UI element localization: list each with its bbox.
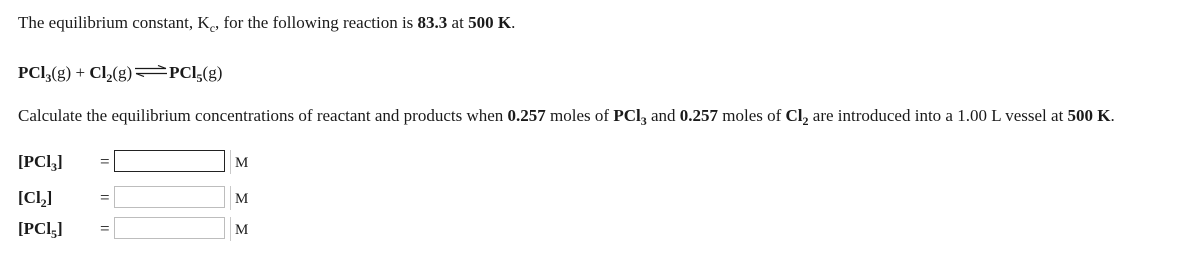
equilibrium-constant-value: 83.3 [417, 13, 448, 32]
problem-question [18, 105, 1115, 127]
answer-label-pcl5-subscript: 5 [51, 227, 58, 241]
answer-label-cl2-bracket: ] [46, 188, 53, 207]
pcl5-concentration-input[interactable] [114, 217, 225, 239]
pcl3-concentration-input[interactable] [114, 150, 225, 172]
answer-label-pcl5-bracket: ] [57, 219, 63, 238]
product-1-phase: (g) [202, 63, 223, 82]
question-temperature: 500 K [1067, 106, 1111, 125]
reactant-1 [18, 63, 52, 85]
question-species-2 [785, 106, 809, 128]
answer-label-pcl5-base: [PCl [18, 219, 52, 238]
question-text-6: . [1110, 106, 1115, 125]
answer-label-pcl5 [18, 217, 63, 241]
answer-label-pcl3-base: [PCl [18, 152, 52, 171]
pcl5-unit: M [230, 217, 254, 241]
equals-sign-cl2: = [100, 188, 110, 207]
reactant-1-formula: PCl [18, 63, 46, 82]
question-species-1-formula: PCl [613, 106, 641, 125]
equals-sign-pcl5: = [100, 219, 110, 238]
reactant-2-phase: (g) [112, 63, 133, 82]
equals-sign-pcl3: = [100, 152, 110, 171]
question-text-1: Calculate the equilibrium concentrations of reactant and products when [18, 106, 504, 125]
question-species-2-subscript: 2 [802, 114, 809, 128]
question-species-1 [613, 106, 647, 128]
question-text-5: are introduced into a 1.00 L vessel at [812, 106, 1064, 125]
answer-label-pcl3-bracket: ] [57, 152, 63, 171]
answer-label-pcl3 [18, 150, 63, 174]
reactant-1-phase: (g) + [51, 63, 86, 82]
cl2-unit: M [230, 186, 254, 210]
product-1 [169, 63, 203, 85]
intro-text-1: The equilibrium constant, K [18, 13, 210, 32]
answer-label-cl2-subscript: 2 [40, 196, 47, 210]
reactant-2 [89, 63, 113, 85]
product-1-formula: PCl [169, 63, 197, 82]
question-text-3: and [650, 106, 676, 125]
reaction-equation [18, 61, 222, 84]
question-text-4: moles of [722, 106, 782, 125]
kc-subscript: c [209, 21, 216, 35]
intro-text-4: . [511, 13, 516, 32]
answer-label-cl2 [18, 186, 52, 210]
question-amount-1: 0.257 [507, 106, 546, 125]
intro-text-2: , for the following reaction is [215, 13, 414, 32]
pcl3-unit: M [230, 150, 254, 174]
question-text-2: moles of [550, 106, 610, 125]
question-species-2-formula: Cl [785, 106, 803, 125]
reactant-2-subscript: 2 [106, 71, 113, 85]
question-amount-2: 0.257 [679, 106, 718, 125]
intro-text-3: at [451, 13, 464, 32]
problem-intro [18, 12, 515, 34]
question-species-1-subscript: 3 [640, 114, 647, 128]
answer-label-cl2-base: [Cl [18, 188, 41, 207]
reactant-2-formula: Cl [89, 63, 107, 82]
cl2-concentration-input[interactable] [114, 186, 225, 208]
equilibrium-arrow-icon [134, 61, 168, 83]
product-1-subscript: 5 [196, 71, 203, 85]
answer-label-pcl3-subscript: 3 [51, 160, 58, 174]
intro-temperature: 500 K [468, 13, 512, 32]
reactant-1-subscript: 3 [45, 71, 52, 85]
